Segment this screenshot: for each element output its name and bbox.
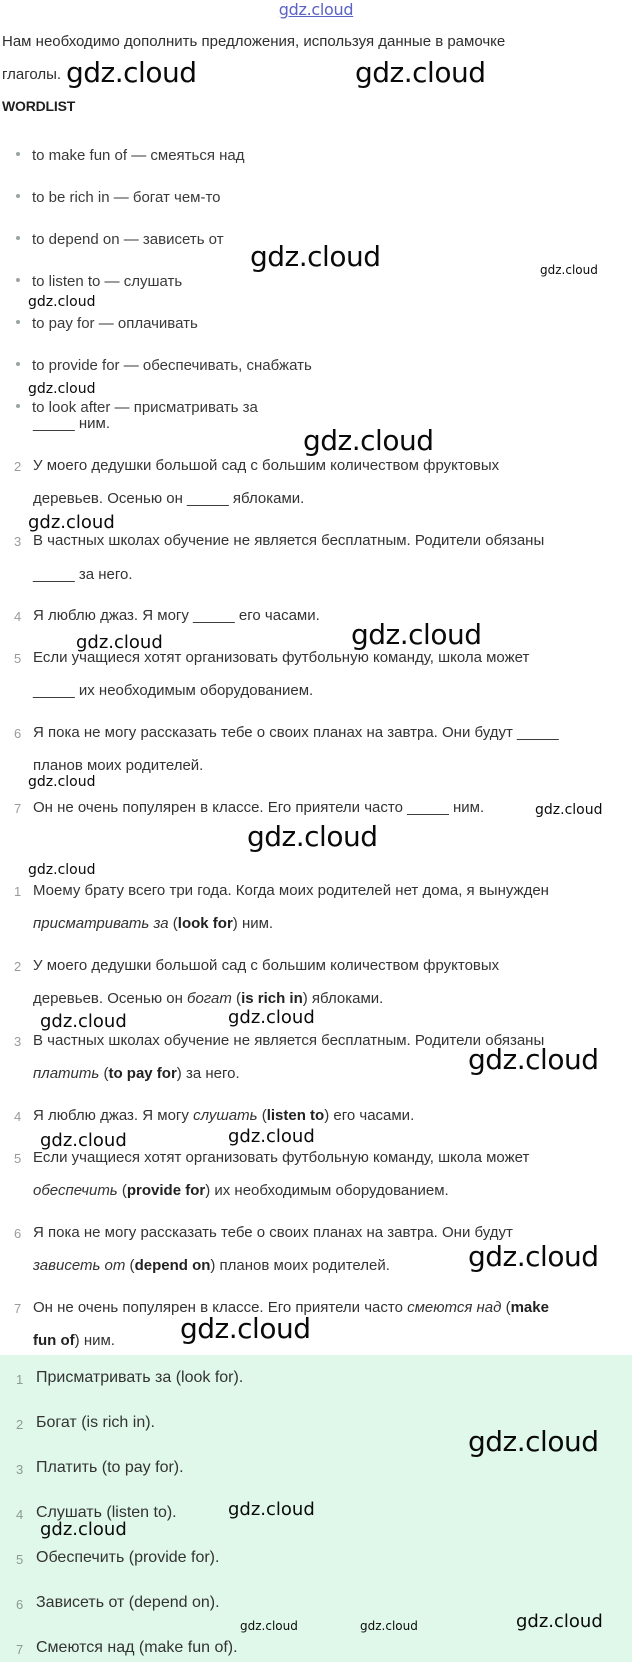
answer-line: Присматривать за (look for). [36,1369,244,1386]
watermark: gdz.cloud [516,1611,603,1632]
wordlist-item: to pay for — оплачивать [16,315,198,332]
wordlist-item: to depend on — зависеть от [16,231,224,248]
answer-number: 4 [16,1507,24,1522]
item-number: 6 [14,726,22,741]
bullet-icon [16,404,20,408]
site-logo[interactable]: gdz.cloud [278,0,354,19]
item-number: 4 [14,1109,22,1124]
watermark: gdz.cloud [535,802,603,818]
solution-line: Я пока не могу рассказать тебе о своих планах на завтра. Они будут [33,1224,513,1241]
exercise-line: _____ их необходимым оборудованием. [33,682,314,699]
answer-line: Смеются над (make fun of). [36,1639,238,1656]
wordlist-item: to make fun of — смеяться над [16,147,245,164]
solution-line: платить (to pay for) за него. [33,1065,240,1082]
item-number: 6 [14,1226,22,1241]
solution-line: Я люблю джаз. Я могу слушать (listen to) его часами. [33,1107,415,1124]
wordlist-item: to provide for — обеспечивать, снабжать [16,357,312,374]
exercise-line: Если учащиеся хотят организовать футбольную команду, школа может [33,649,530,666]
exercise-fragment: _____ ним. [33,415,111,432]
exercise-line: Он не очень популярен в классе. Его приятели часто _____ ним. [33,799,485,816]
answer-number: 7 [16,1642,24,1657]
bullet-icon [16,236,20,240]
answer-line: Зависеть от (depend on). [36,1594,220,1611]
watermark: gdz.cloud [228,1499,315,1520]
answer-number: 5 [16,1552,24,1567]
solution-line: зависеть от (depend on) планов моих родителей. [33,1257,390,1274]
item-number: 2 [14,459,22,474]
item-number: 3 [14,534,22,549]
watermark: gdz.cloud [28,774,96,790]
item-number: 5 [14,1151,22,1166]
bullet-icon [16,194,20,198]
exercise-line: планов моих родителей. [33,757,204,774]
bullet-icon [16,152,20,156]
solution-line: У моего дедушки большой сад с большим количеством фруктовых [33,957,500,974]
answer-line: Платить (to pay for). [36,1459,184,1476]
watermark: gdz.cloud [303,424,434,457]
solution-line: Моему брату всего три года. Когда моих родителей нет дома, я вынужден [33,882,549,899]
intro-text-cont: глаголы. [2,66,62,83]
watermark: gdz.cloud [468,1425,599,1458]
watermark: gdz.cloud [40,1011,127,1032]
watermark: gdz.cloud [360,1619,418,1633]
watermark: gdz.cloud [28,862,96,878]
item-number: 1 [14,884,22,899]
answer-line: Слушать (listen to). [36,1504,177,1521]
watermark: gdz.cloud [540,263,598,277]
watermark: gdz.cloud [180,1312,311,1345]
watermark: gdz.cloud [240,1619,298,1633]
answer-number: 3 [16,1462,24,1477]
answer-line: Обеспечить (provide for). [36,1549,220,1566]
exercise-line: У моего дедушки большой сад с большим количеством фруктовых [33,457,500,474]
bullet-icon [16,278,20,282]
wordlist-item: to be rich in — богат чем-то [16,189,221,206]
solution-line: обеспечить (provide for) их необходимым оборудованием. [33,1182,449,1199]
item-number: 3 [14,1034,22,1049]
watermark: gdz.cloud [40,1130,127,1151]
watermark: gdz.cloud [28,381,96,397]
wordlist-item: to listen to — слушать [16,273,182,290]
watermark: gdz.cloud [351,618,482,651]
watermark: gdz.cloud [468,1240,599,1273]
watermark: gdz.cloud [228,1126,315,1147]
watermark: gdz.cloud [228,1007,315,1028]
answer-number: 1 [16,1372,24,1387]
exercise-line: _____ за него. [33,566,133,583]
watermark: gdz.cloud [468,1043,599,1076]
answer-line: Богат (is rich in). [36,1414,155,1431]
solution-line: Если учащиеся хотят организовать футбольную команду, школа может [33,1149,530,1166]
item-number: 5 [14,651,22,666]
solution-line: fun of) ним. [33,1332,115,1349]
exercise-line: деревьев. Осенью он _____ яблоками. [33,490,305,507]
watermark: gdz.cloud [28,294,96,310]
watermark: gdz.cloud [66,56,197,89]
exercise-line: В частных школах обучение не является бесплатным. Родители обязаны [33,532,545,549]
watermark: gdz.cloud [76,632,163,653]
watermark: gdz.cloud [40,1519,127,1540]
item-number: 7 [14,1301,22,1316]
bullet-icon [16,320,20,324]
watermark: gdz.cloud [355,56,486,89]
item-number: 4 [14,609,22,624]
wordlist-item: to look after — присматривать за [16,399,258,416]
intro-text: Нам необходимо дополнить предложения, используя данные в рамочке [2,33,506,50]
exercise-line: Я люблю джаз. Я могу _____ его часами. [33,607,320,624]
solution-line: Он не очень популярен в классе. Его приятели часто смеются над (make [33,1299,549,1316]
exercise-line: Я пока не могу рассказать тебе о своих планах на завтра. Они будут _____ [33,724,559,741]
solution-line: деревьев. Осенью он богат (is rich in) яблоками. [33,990,384,1007]
solution-line: присматривать за (look for) ним. [33,915,274,932]
solution-line: В частных школах обучение не является бесплатным. Родители обязаны [33,1032,545,1049]
wordlist-title: WORDLIST [2,98,76,114]
watermark: gdz.cloud [247,820,378,853]
item-number: 2 [14,959,22,974]
answer-number: 2 [16,1417,24,1432]
bullet-icon [16,362,20,366]
item-number: 7 [14,801,22,816]
watermark: gdz.cloud [28,512,115,533]
answer-number: 6 [16,1597,24,1612]
watermark: gdz.cloud [250,240,381,273]
